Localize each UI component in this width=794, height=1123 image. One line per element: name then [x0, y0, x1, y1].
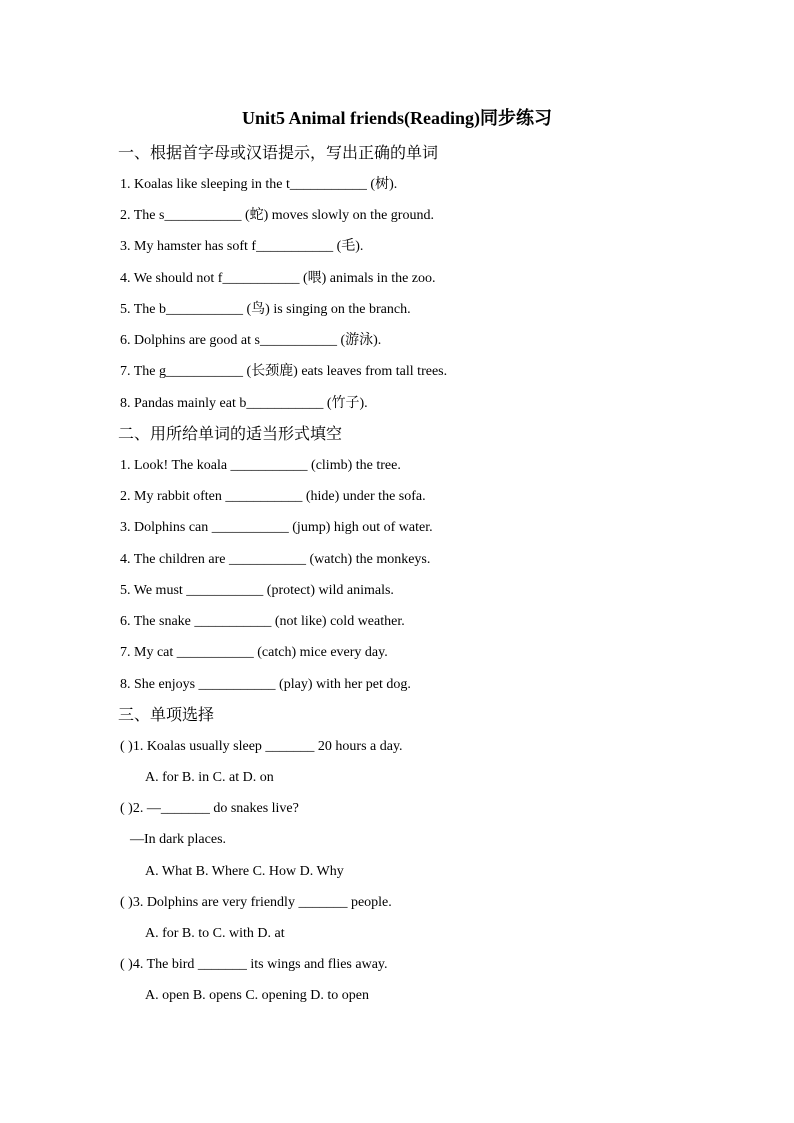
question-line: 2. The s___________ (蛇) moves slowly on the ground. [120, 208, 434, 223]
question-line: 6. Dolphins are good at s___________ (游泳). [120, 333, 382, 348]
question-line: 2. My rabbit often ___________ (hide) under the sofa. [120, 489, 426, 504]
question-line: 5. We must ___________ (protect) wild animals. [120, 583, 394, 598]
question-line: 3. Dolphins can ___________ (jump) high out of water. [120, 520, 433, 535]
question-line: 7. My cat ___________ (catch) mice every day. [120, 645, 388, 660]
question-line: 7. The g___________ (长颈鹿) eats leaves from tall trees. [120, 364, 448, 379]
dialogue-answer: —In dark places. [130, 832, 227, 847]
choice-options: A. for B. in C. at D. on [145, 770, 274, 785]
choice-options: A. What B. Where C. How D. Why [145, 864, 344, 879]
choice-options: A. for B. to C. with D. at [145, 926, 285, 941]
section-heading-3: 三、单项选择 [118, 707, 215, 724]
question-line: 8. Pandas mainly eat b___________ (竹子). [120, 396, 368, 411]
question-line: 1. Koalas like sleeping in the t___________ (树). [120, 177, 398, 192]
question-line: 5. The b___________ (鸟) is singing on the branch. [120, 302, 411, 317]
question-line: 8. She enjoys ___________ (play) with her pet dog. [120, 677, 411, 692]
choice-question-stem: ( )3. Dolphins are very friendly _______ people. [120, 895, 392, 910]
choice-question-stem: ( )4. The bird _______ its wings and flies away. [120, 957, 388, 972]
question-line: 1. Look! The koala ___________ (climb) the tree. [120, 458, 401, 473]
section-heading-1: 一、根据首字母或汉语提示，写出正确的单词 [118, 145, 439, 162]
choice-question-stem: ( )1. Koalas usually sleep _______ 20 hours a day. [120, 739, 403, 754]
question-line: 4. We should not f___________ (喂) animals in the zoo. [120, 271, 436, 286]
question-line: 4. The children are ___________ (watch) the monkeys. [120, 552, 431, 567]
section-heading-2: 二、用所给单词的适当形式填空 [118, 426, 343, 443]
document-title: Unit5 Animal friends(Reading)同步练习 [241, 108, 553, 128]
choice-question-stem: ( )2. —_______ do snakes live? [120, 801, 299, 816]
choice-options: A. open B. opens C. opening D. to open [145, 988, 369, 1003]
question-line: 3. My hamster has soft f___________ (毛). [120, 239, 364, 254]
question-line: 6. The snake ___________ (not like) cold weather. [120, 614, 405, 629]
